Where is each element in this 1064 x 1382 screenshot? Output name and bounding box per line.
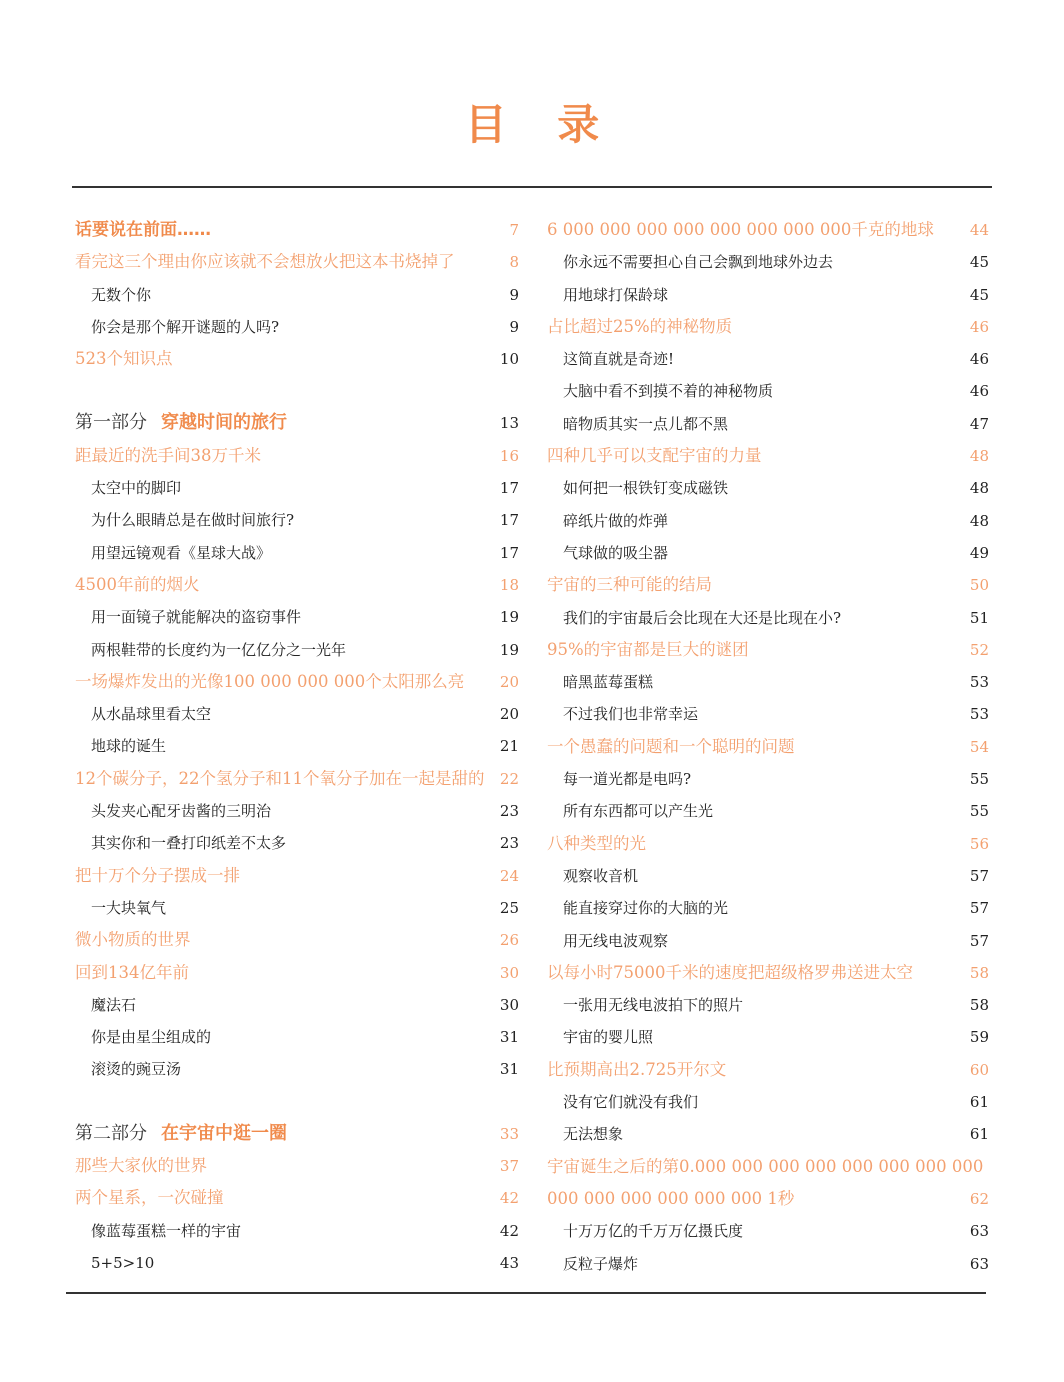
toc-chapter-entry[interactable] [75,957,519,989]
toc-subsection-entry[interactable] [547,343,989,375]
page-number: 58 [969,996,989,1015]
entry-title: 用地球打保龄球 [563,285,669,304]
toc-right-column [547,214,989,1280]
page-number: 55 [969,770,989,789]
entry-title: 气球做的吸尘器 [563,543,669,562]
toc-chapter-entry[interactable] [547,214,989,246]
toc-subsection-entry[interactable] [547,989,989,1021]
entry-title: 你永远不需要担心自己会飘到地球外边去 [563,253,834,272]
part-name: 穿越时间的旅行 [161,412,287,434]
page-number: 17 [499,479,519,498]
page-number: 22 [499,769,519,788]
page-number: 46 [969,382,989,401]
page-number: 57 [969,899,989,918]
page-number: 44 [969,221,989,239]
page-number: 61 [969,1125,989,1144]
page-number: 56 [969,834,989,853]
page-number: 55 [969,802,989,821]
toc-subsection-entry[interactable] [75,311,519,343]
page-number: 20 [499,672,519,691]
entry-title: 每一道光都是电吗? [563,770,692,789]
toc-subsection-entry[interactable] [75,1215,519,1247]
part-title [75,1118,287,1150]
toc-chapter-entry[interactable] [75,343,519,375]
page-number: 46 [969,350,989,369]
page-number: 21 [499,737,519,756]
toc-subsection-entry[interactable] [547,1086,989,1118]
entry-title: 能直接穿过你的大脑的光 [563,899,729,918]
page-number: 30 [499,995,519,1014]
entry-title: 你是由星尘组成的 [91,1028,212,1047]
entry-title: 宇宙的婴儿照 [563,1028,654,1047]
toc-subsection-entry[interactable] [547,1215,989,1247]
toc-subsection-entry[interactable] [547,1021,989,1053]
page-title: 目 录 [464,100,618,149]
page-number: 19 [499,608,519,627]
page-number: 61 [969,1093,989,1112]
page-number: 9 [509,317,519,336]
page-number: 10 [499,350,519,369]
page-number: 47 [969,414,989,433]
page-number: 18 [499,575,519,594]
entry-title: 6 000 000 000 000 000 000 000 000千克的地球 [547,220,934,239]
entry-title: 一大块氧气 [91,898,167,917]
page-number: 31 [499,1060,519,1079]
page-number: 16 [499,446,519,465]
part-name: 在宇宙中逛一圈 [161,1122,287,1144]
entry-title: 碎纸片做的炸弹 [563,511,669,530]
entry-title: 宇宙的三种可能的结局 [547,575,712,595]
entry-title: 头发夹心配牙齿酱的三明治 [91,802,272,821]
entry-title: 无数个你 [91,285,152,304]
entry-title: 其实你和一叠打印纸差不太多 [91,834,287,853]
toc-chapter-entry[interactable] [547,311,989,343]
toc-left-column [75,214,519,1279]
entry-title: 没有它们就没有我们 [563,1093,699,1112]
entry-title: 用无线电波观察 [563,931,669,950]
entry-title: 距最近的洗手间38万千米 [75,445,261,465]
page-number: 52 [969,640,989,659]
page-number: 17 [499,511,519,530]
entry-title: 不过我们也非常幸运 [563,705,699,724]
entry-title: 所有东西都可以产生光 [563,802,714,821]
entry-title: 用望远镜观看《星球大战》 [91,543,272,562]
page-number: 49 [969,543,989,562]
page-number: 26 [499,931,519,950]
page-number: 7 [509,221,519,239]
toc-subsection-entry[interactable] [547,860,989,892]
toc-chapter-entry[interactable] [75,924,519,956]
toc-part-heading[interactable] [75,1118,519,1150]
toc-subsection-entry[interactable] [75,601,519,633]
toc-subsection-entry[interactable] [547,408,989,440]
page-number: 23 [499,834,519,853]
page-number: 25 [499,898,519,917]
top-divider [72,186,992,188]
toc-part-heading[interactable] [75,407,519,439]
entry-title: 十万万亿的千万万亿摄氏度 [563,1222,744,1241]
entry-title: 95%的宇宙都是巨大的谜团 [547,639,749,659]
toc-chapter-entry[interactable] [75,440,519,472]
toc-chapter-entry[interactable] [75,763,519,795]
toc-chapter-entry[interactable] [547,634,989,666]
toc-subsection-entry[interactable] [75,892,519,924]
entry-title: 占比超过25%的神秘物质 [547,316,733,336]
toc-subsection-entry[interactable] [547,279,989,311]
page-number: 33 [499,1124,519,1143]
page-number: 57 [969,866,989,885]
entry-title: 滚烫的豌豆汤 [91,1060,182,1079]
part-label: 第一部分 [75,412,147,434]
page-number: 8 [509,253,519,272]
toc-subsection-entry[interactable] [547,1118,989,1150]
toc-subsection-entry[interactable] [75,1053,519,1085]
toc-subsection-entry[interactable] [547,505,989,537]
page-number: 60 [969,1060,989,1079]
entry-title: 看完这三个理由你应该就不会想放火把这本书烧掉了 [75,252,455,272]
page-number: 48 [969,511,989,530]
page-number: 48 [969,447,989,466]
toc-chapter-entry[interactable] [547,1151,989,1183]
toc-subsection-entry[interactable] [75,472,519,504]
entry-title: 把十万个分子摆成一排 [75,865,240,885]
toc-subsection-entry[interactable] [75,634,519,666]
toc-chapter-entry[interactable] [75,569,519,601]
page-number: 17 [499,543,519,562]
page-number: 24 [499,866,519,885]
page-number: 59 [969,1028,989,1047]
entry-title: 暗物质其实一点儿都不黑 [563,414,729,433]
entry-title: 000 000 000 000 000 000 1秒 [547,1188,795,1208]
entry-title: 一个愚蠢的问题和一个聪明的问题 [547,736,795,756]
page-number: 50 [969,576,989,595]
toc-subsection-entry[interactable] [75,795,519,827]
page-number: 37 [499,1157,519,1176]
toc-chapter-entry[interactable] [547,440,989,472]
page-number: 31 [499,1028,519,1047]
toc-subsection-entry[interactable] [75,537,519,569]
toc-subsection-entry[interactable] [75,279,519,311]
entry-title: 八种类型的光 [547,833,646,853]
entry-title: 无法想象 [563,1125,624,1144]
entry-title: 比预期高出2.725开尔文 [547,1059,727,1079]
entry-title: 微小物质的世界 [75,930,191,950]
toc-subsection-entry[interactable] [547,472,989,504]
entry-title: 那些大家伙的世界 [75,1156,207,1176]
toc-chapter-entry[interactable] [547,569,989,601]
page-number: 45 [969,253,989,272]
page-number: 63 [969,1254,989,1273]
entry-title: 如何把一根铁钉变成磁铁 [563,479,729,498]
toc-subsection-entry[interactable] [547,375,989,407]
toc-subsection-entry[interactable] [547,892,989,924]
toc-chapter-entry[interactable] [75,1150,519,1182]
entry-title: 为什么眼睛总是在做时间旅行? [91,511,295,530]
page-number: 63 [969,1222,989,1241]
page-number: 46 [969,317,989,336]
entry-title: 用一面镜子就能解决的盗窃事件 [91,608,302,627]
toc-chapter-entry[interactable] [75,666,519,698]
toc-subsection-entry[interactable] [547,763,989,795]
entry-title: 话要说在前面…… [75,220,211,240]
toc-chapter-entry[interactable] [75,246,519,278]
part-label: 第二部分 [75,1122,147,1144]
entry-title: 一场爆炸发出的光像100 000 000 000个太阳那么亮 [75,671,465,691]
entry-title: 地球的诞生 [91,737,167,756]
toc-preface-entry[interactable] [75,214,519,246]
toc-subsection-entry[interactable] [547,537,989,569]
page-number: 57 [969,931,989,950]
toc-subsection-entry[interactable] [75,698,519,730]
entry-title: 暗黑蓝莓蛋糕 [563,673,654,692]
toc-chapter-entry[interactable] [547,1054,989,1086]
page-number: 53 [969,673,989,692]
page-number: 13 [499,414,519,433]
toc-chapter-entry[interactable] [547,1183,989,1215]
page-number: 42 [499,1221,519,1240]
entry-title: 以每小时75000千米的速度把超级格罗弗送进太空 [547,962,913,982]
toc-subsection-entry[interactable] [547,666,989,698]
entry-title: 宇宙诞生之后的第0.000 000 000 000 000 000 000 000 [547,1156,984,1176]
toc-subsection-entry[interactable] [547,1248,989,1280]
entry-title: 反粒子爆炸 [563,1254,639,1273]
section-gap [75,1086,519,1118]
entry-title: 我们的宇宙最后会比现在大还是比现在小? [563,608,842,627]
toc-chapter-entry[interactable] [547,731,989,763]
entry-title: 魔法石 [91,995,137,1014]
toc-subsection-entry[interactable] [75,1021,519,1053]
page-number: 20 [499,705,519,724]
toc-chapter-entry[interactable] [547,957,989,989]
toc-subsection-entry[interactable] [547,602,989,634]
page-number: 51 [969,608,989,627]
toc-subsection-entry[interactable] [75,827,519,859]
page-number: 42 [499,1189,519,1208]
entry-title: 从水晶球里看太空 [91,705,212,724]
page-number: 23 [499,802,519,821]
toc-subsection-entry[interactable] [75,1247,519,1279]
entry-title: 太空中的脚印 [91,479,182,498]
toc-subsection-entry[interactable] [75,989,519,1021]
toc-chapter-entry[interactable] [547,828,989,860]
bottom-divider [66,1292,986,1294]
page-number: 53 [969,705,989,724]
page-number: 43 [499,1253,519,1272]
entry-title: 523个知识点 [75,349,173,369]
page-number: 30 [499,963,519,982]
toc-subsection-entry[interactable] [547,246,989,278]
page-number: 19 [499,640,519,659]
entry-title: 两个星系，一次碰撞 [75,1188,224,1208]
toc-subsection-entry[interactable] [75,730,519,762]
toc-subsection-entry[interactable] [547,925,989,957]
entry-title: 你会是那个解开谜题的人吗? [91,317,280,336]
page-number: 9 [509,285,519,304]
page-number: 58 [969,963,989,982]
toc-subsection-entry[interactable] [547,698,989,730]
section-gap [75,375,519,407]
entry-title: 像蓝莓蛋糕一样的宇宙 [91,1221,242,1240]
entry-title: 大脑中看不到摸不着的神秘物质 [563,382,774,401]
page-number: 48 [969,479,989,498]
toc-subsection-entry[interactable] [75,504,519,536]
entry-title: 12个碳分子，22个氢分子和11个氧分子加在一起是甜的 [75,768,485,788]
entry-title: 4500年前的烟火 [75,574,200,594]
entry-title: 回到134亿年前 [75,962,189,982]
toc-chapter-entry[interactable] [75,1182,519,1214]
toc-chapter-entry[interactable] [75,860,519,892]
page-number: 62 [969,1189,989,1208]
page-number: 45 [969,285,989,304]
toc-subsection-entry[interactable] [547,795,989,827]
part-title [75,407,287,439]
entry-title: 这简直就是奇迹! [563,350,675,369]
entry-title: 观察收音机 [563,866,639,885]
entry-title: 5+5>10 [91,1253,155,1272]
entry-title: 一张用无线电波拍下的照片 [563,996,744,1015]
entry-title: 两根鞋带的长度约为一亿亿分之一光年 [91,640,347,659]
page-number: 54 [969,737,989,756]
entry-title: 四种几乎可以支配宇宙的力量 [547,446,762,466]
